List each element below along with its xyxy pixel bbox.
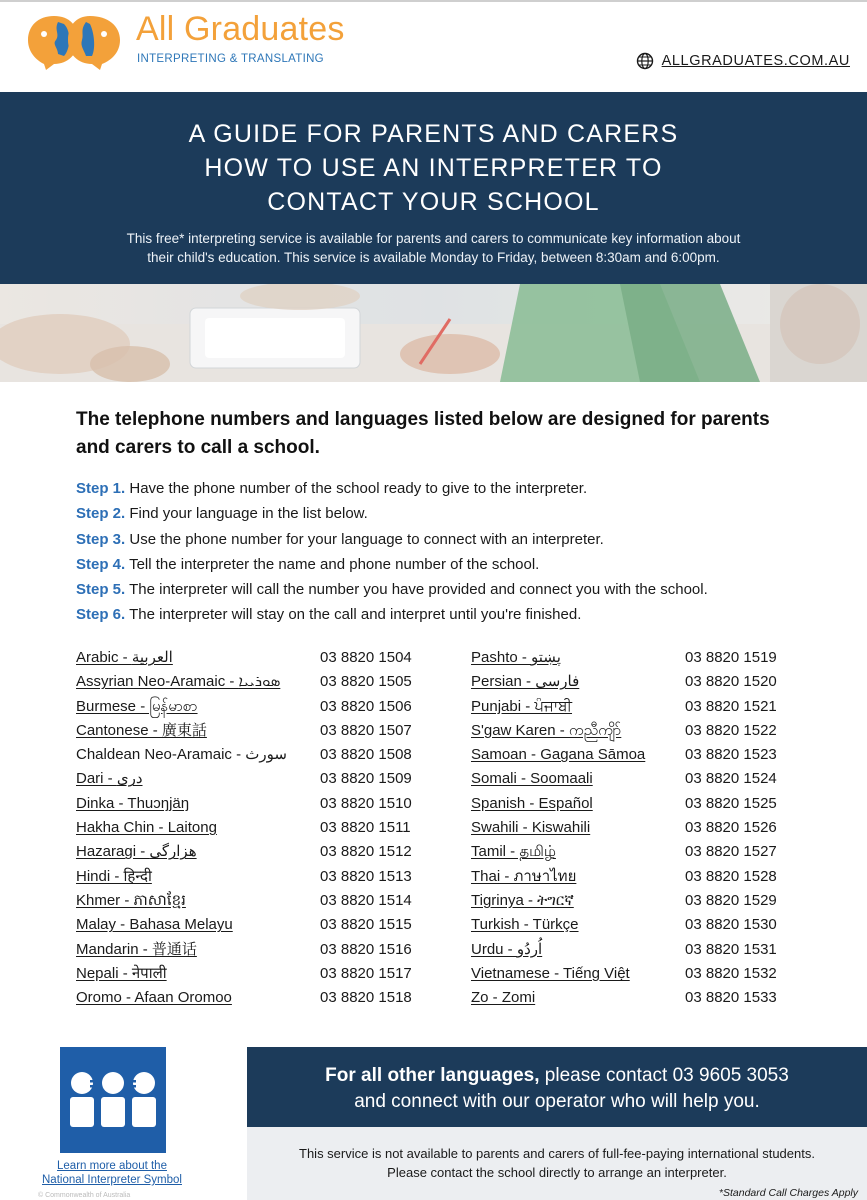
language-row: [76, 697, 287, 721]
language-phone-number: 03 8820 1510: [320, 794, 412, 812]
language-row: [76, 842, 287, 866]
language-link[interactable]: Oromo - Afaan Oromoo: [76, 989, 232, 1007]
step-text: Use the phone number for your language to connect with an interpreter.: [129, 530, 604, 548]
language-phone-number: 03 8820 1531: [685, 940, 777, 958]
language-link[interactable]: Hindi - हिन्दी: [76, 867, 152, 885]
notice-line: This service is not available to parents and carers of full-fee-paying international students.: [299, 1146, 815, 1161]
language-link[interactable]: Punjabi - ਪੰਜਾਬੀ: [471, 697, 573, 715]
globe-icon: [636, 52, 654, 70]
language-row: [471, 988, 645, 1012]
language-link[interactable]: Mandarin - 普通话: [76, 940, 197, 958]
language-phone-number: 03 8820 1524: [685, 770, 777, 788]
language-phone-number: 03 8820 1533: [685, 989, 777, 1007]
language-phone-number: 03 8820 1512: [320, 843, 412, 861]
language-phone-number: 03 8820 1518: [320, 989, 412, 1007]
title-line: A GUIDE FOR PARENTS AND CARERS: [188, 120, 679, 148]
language-row: [76, 672, 287, 696]
language-phone-number: 03 8820 1521: [685, 697, 777, 715]
language-row: [471, 940, 645, 964]
language-phone-number: 03 8820 1515: [320, 916, 412, 934]
language-row: [76, 721, 287, 745]
language-row: [76, 648, 287, 672]
language-phone-number: 03 8820 1520: [685, 673, 777, 691]
language-phone-number: 03 8820 1509: [320, 770, 412, 788]
language-row: [471, 648, 645, 672]
language-row: [76, 867, 287, 891]
language-phone-number: 03 8820 1525: [685, 794, 777, 812]
website-url[interactable]: ALLGRADUATES.COM.AU: [661, 53, 850, 69]
language-phone-number: 03 8820 1507: [320, 721, 412, 739]
language-row: [76, 818, 287, 842]
step-label: Step 2.: [76, 505, 126, 523]
language-row: [471, 721, 645, 745]
symbol-link-line[interactable]: National Interpreter Symbol: [42, 1174, 182, 1186]
website-link[interactable]: [636, 52, 850, 70]
language-link[interactable]: Zo - Zomi: [471, 989, 536, 1007]
title-line: HOW TO USE AN INTERPRETER TO: [204, 154, 663, 182]
step-item: [76, 580, 708, 605]
step-item: [76, 530, 708, 555]
service-intro: [64, 229, 804, 267]
language-row: [471, 818, 645, 842]
language-row: [471, 867, 645, 891]
step-text: Tell the interpreter the name and phone number of the school.: [129, 555, 540, 573]
language-phone-number: 03 8820 1522: [685, 721, 777, 739]
language-row: [76, 940, 287, 964]
call-charges-note: *Standard Call Charges Apply: [718, 1187, 858, 1199]
lead-text: The telephone numbers and languages listed below are designed for parents and carers to call a school.: [76, 409, 770, 458]
language-phone-number: 03 8820 1517: [320, 964, 412, 982]
language-phone-number: 03 8820 1527: [685, 843, 777, 861]
symbol-fineprint: © Commonwealth of Australia: [38, 1192, 131, 1199]
intro-line: This free* interpreting service is available for parents and carers to communicate key information about: [126, 231, 741, 246]
steps-list: [76, 479, 708, 631]
language-link[interactable]: Tamil - தமிழ்: [471, 843, 556, 861]
phone-list-left: [320, 648, 412, 1012]
cta-line: [247, 1063, 867, 1089]
language-link[interactable]: Swahili - Kiswahili: [471, 819, 591, 837]
language-link[interactable]: Thai - ภาษาไทย: [471, 867, 577, 885]
language-link[interactable]: Samoan - Gagana Sāmoa: [471, 746, 646, 764]
language-link[interactable]: Assyrian Neo-Aramaic - ܣܘܪܝܝܐ: [76, 673, 281, 691]
title-banner: [0, 92, 867, 284]
language-link[interactable]: Dari - دری: [76, 770, 143, 788]
step-text: The interpreter will stay on the call and interpret until you're finished.: [129, 606, 582, 624]
step-text: Find your language in the list below.: [129, 505, 368, 523]
language-row: [76, 891, 287, 915]
language-phone-number: 03 8820 1530: [685, 916, 777, 934]
language-link[interactable]: Arabic - العربية: [76, 649, 173, 666]
symbol-link-line[interactable]: Learn more about the: [57, 1160, 167, 1172]
language-row: [471, 915, 645, 939]
language-link[interactable]: Vietnamese - Tiếng Việt: [471, 964, 630, 982]
language-phone-number: 03 8820 1504: [320, 649, 412, 666]
language-phone-number: 03 8820 1508: [320, 746, 412, 764]
language-link[interactable]: Burmese - မြန်မာစာ: [76, 697, 198, 715]
language-list-right: [471, 648, 645, 1012]
language-link[interactable]: Tigrinya - ትግርኛ: [471, 891, 574, 909]
top-border: [0, 0, 867, 2]
language-phone-number: 03 8820 1532: [685, 964, 777, 982]
language-row: [76, 745, 287, 769]
language-link[interactable]: Cantonese - 廣東話: [76, 721, 207, 739]
step-text: Have the phone number of the school ready to give to the interpreter.: [129, 480, 588, 497]
language-phone-number: 03 8820 1523: [685, 746, 777, 764]
language-phone-number: 03 8820 1506: [320, 697, 412, 715]
language-link[interactable]: S'gaw Karen - ကညီကျိာ်: [471, 721, 622, 739]
step-label: Step 6.: [76, 606, 126, 624]
cta-phone-text: please contact 03 9605 3053: [539, 1065, 789, 1086]
language-phone-number: 03 8820 1528: [685, 867, 777, 885]
step-item: [76, 479, 708, 504]
language-row: [471, 697, 645, 721]
language-link[interactable]: Hakha Chin - Laitong: [76, 819, 217, 837]
classroom-photo: [0, 284, 867, 382]
language-link[interactable]: Somali - Soomaali: [471, 770, 593, 788]
language-row: [76, 769, 287, 793]
notice-line: Please contact the school directly to arrange an interpreter.: [387, 1165, 727, 1180]
language-link[interactable]: Pashto - پښتو: [471, 649, 561, 666]
language-row: [471, 794, 645, 818]
phone-list-right: [685, 648, 777, 1012]
language-phone-number: 03 8820 1529: [685, 891, 777, 909]
language-link[interactable]: Hazaragi - هزارگی: [76, 843, 197, 861]
language-phone-number: 03 8820 1513: [320, 867, 412, 885]
step-text: The interpreter will call the number you have provided and connect you with the school.: [129, 581, 708, 599]
step-label: Step 3.: [76, 530, 126, 548]
step-label: Step 1.: [76, 480, 126, 497]
language-row: [76, 988, 287, 1012]
cta-line: and connect with our operator who will help you.: [354, 1091, 760, 1112]
language-phone-number: 03 8820 1511: [320, 819, 411, 837]
page-title: [0, 117, 867, 219]
intro-line: their child's education. This service is available Monday to Friday, between 8:30am and 6:00pm.: [147, 250, 720, 265]
step-label: Step 4.: [76, 555, 126, 573]
two-faces-logo-icon: [24, 12, 124, 70]
language-phone-number: 03 8820 1505: [320, 673, 412, 691]
language-link: Chaldean Neo-Aramaic - سورث: [76, 746, 287, 764]
title-line: CONTACT YOUR SCHOOL: [267, 188, 600, 216]
language-phone-number: 03 8820 1514: [320, 891, 412, 909]
language-row: [76, 915, 287, 939]
language-row: [76, 794, 287, 818]
language-row: [471, 745, 645, 769]
language-link[interactable]: Dinka - Thuɔŋjäŋ: [76, 794, 190, 812]
step-item: [76, 605, 708, 630]
language-row: [471, 672, 645, 696]
language-row: [471, 769, 645, 793]
step-item: [76, 504, 708, 529]
language-phone-number: 03 8820 1516: [320, 940, 412, 958]
step-item: [76, 555, 708, 580]
language-row: [471, 842, 645, 866]
language-link[interactable]: Urdu - اُردُو: [471, 940, 543, 958]
language-link[interactable]: Nepali - नेपाली: [76, 964, 167, 982]
language-link[interactable]: Malay - Bahasa Melayu: [76, 916, 233, 934]
national-interpreter-symbol-icon[interactable]: [60, 1047, 166, 1153]
brand-name: All Graduates: [136, 10, 345, 48]
language-row: [76, 964, 287, 988]
language-link[interactable]: Turkish - Türkçe: [471, 916, 579, 934]
language-link[interactable]: Persian - فارسی: [471, 673, 580, 691]
language-phone-number: 03 8820 1526: [685, 819, 777, 837]
cta-bold: For all other languages,: [325, 1065, 540, 1086]
language-link[interactable]: Spanish - Español: [471, 794, 593, 812]
language-link[interactable]: Khmer - ភាសាខ្មែរ: [76, 891, 186, 909]
language-list-left: [76, 648, 287, 1012]
step-label: Step 5.: [76, 581, 126, 599]
brand-subtitle: INTERPRETING & TRANSLATING: [137, 53, 324, 65]
other-languages-callout: [247, 1047, 867, 1127]
national-interpreter-symbol-link[interactable]: [26, 1159, 198, 1187]
language-phone-number: 03 8820 1519: [685, 649, 777, 666]
language-row: [471, 964, 645, 988]
language-row: [471, 891, 645, 915]
